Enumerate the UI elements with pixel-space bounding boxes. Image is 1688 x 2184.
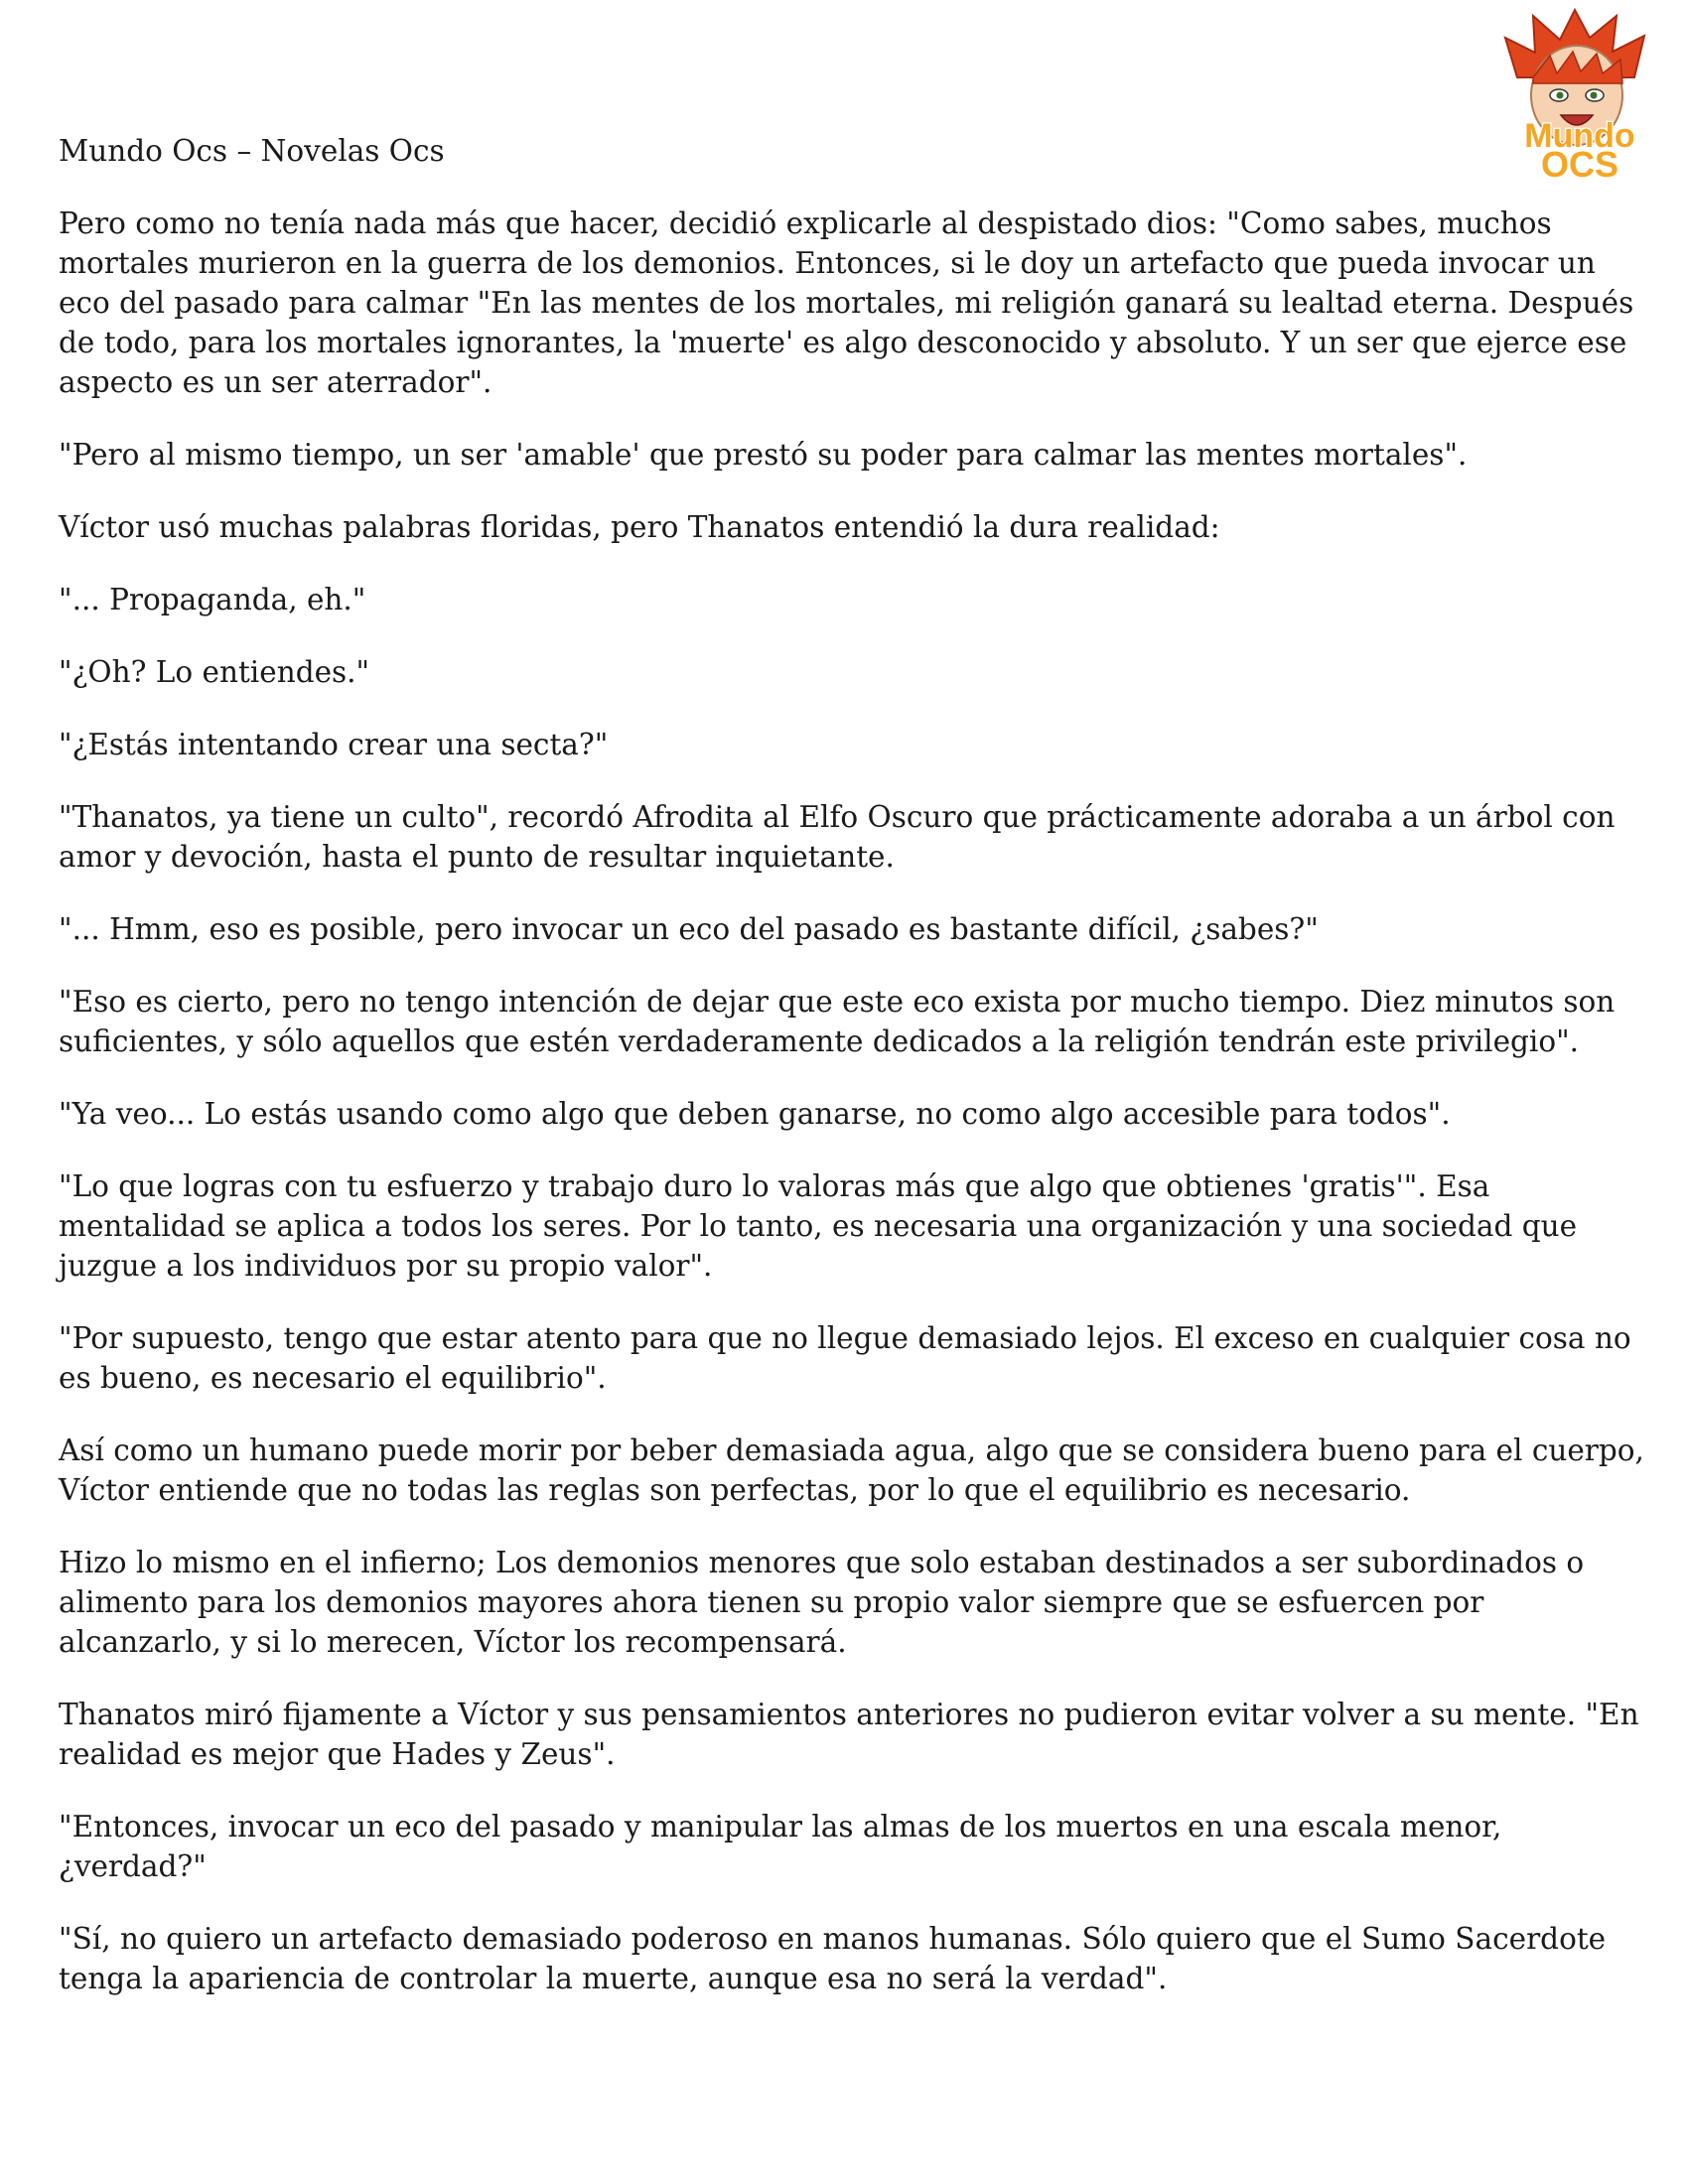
paragraph: "Lo que logras con tu esfuerzo y trabajo duro lo valoras más que algo que obtienes 'gratis'". Esa mentalidad se aplica a todos los seres. Por lo tanto, es necesaria una organización y una sociedad que juzgue a los individuos por su propio valor".	[59, 1169, 1578, 1283]
paragraph: "Pero al mismo tiempo, un ser 'amable' que prestó su poder para calmar las mentes mortales".	[59, 438, 1468, 472]
paragraph: "Sí, no quiero un artefacto demasiado poderoso en manos humanas. Sólo quiero que el Sumo Sacerdote tenga la apariencia de controlar la muerte, aunque esa no será la verdad".	[59, 1922, 1607, 1995]
logo-text-ocs: OCS	[1540, 144, 1619, 182]
page-header: Mundo Ocs – Novelas Ocs	[59, 134, 445, 168]
paragraph: Pero como no tenía nada más que hacer, decidió explicarle al despistado dios: "Como sabes, muchos mortales murieron en la guerra de los demonios. Entonces, si le doy un artefacto que pueda invocar un eco del pasado para calmar "En las mentes de los mortales, mi religión ganará su lealtad eterna. Después de todo, para los mortales ignorantes, la 'muerte' es algo desconocido y absoluto. Y un ser que ejerce ese aspecto es un ser aterrador".	[59, 206, 1634, 399]
paragraph: "¿Estás intentando crear una secta?"	[59, 728, 609, 761]
paragraph: "¿Oh? Lo entiendes."	[59, 655, 370, 689]
paragraph: "... Propaganda, eh."	[59, 583, 366, 616]
paragraph: "Eso es cierto, pero no tengo intención de dejar que este eco exista por mucho tiempo. Diez minutos son suficientes, y sólo aquellos que estén verdaderamente dedicados a la religión tendrán este privilegio".	[59, 985, 1616, 1058]
document-body	[59, 204, 1647, 2031]
paragraph: "Thanatos, ya tiene un culto", recordó Afrodita al Elfo Oscuro que prácticamente adoraba a un árbol con amor y devoción, hasta el punto de resultar inquietante.	[59, 800, 1616, 874]
mundo-ocs-logo	[1495, 8, 1664, 182]
logo-text-mundo: Mundo	[1524, 117, 1635, 155]
logo-graphic	[1495, 8, 1664, 182]
paragraph: Víctor usó muchas palabras floridas, pero Thanatos entendió la dura realidad:	[59, 510, 1220, 544]
paragraph: "... Hmm, eso es posible, pero invocar un eco del pasado es bastante difícil, ¿sabes?"	[59, 912, 1319, 946]
paragraph: Hizo lo mismo en el infierno; Los demonios menores que solo estaban destinados a ser subordinados o alimento para los demonios mayores ahora tienen su propio valor siempre que se esfuercen por alcanzarlo, y si lo merecen, Víctor los recompensará.	[59, 1546, 1585, 1659]
paragraph: Thanatos miró fijamente a Víctor y sus pensamientos anteriores no pudieron evitar volver a su mente. "En realidad es mejor que Hades y Zeus".	[59, 1698, 1639, 1771]
paragraph: "Entonces, invocar un eco del pasado y manipular las almas de los muertos en una escala menor, ¿verdad?"	[59, 1810, 1502, 1883]
paragraph: "Por supuesto, tengo que estar atento para que no llegue demasiado lejos. El exceso en cualquier cosa no es bueno, es necesario el equilibrio".	[59, 1321, 1631, 1395]
paragraph: "Ya veo... Lo estás usando como algo que deben ganarse, no como algo accesible para todos".	[59, 1097, 1451, 1131]
paragraph: Así como un humano puede morir por beber demasiada agua, algo que se considera bueno para el cuerpo, Víctor entiende que no todas las reglas son perfectas, por lo que el equilibrio es necesario.	[59, 1433, 1644, 1507]
